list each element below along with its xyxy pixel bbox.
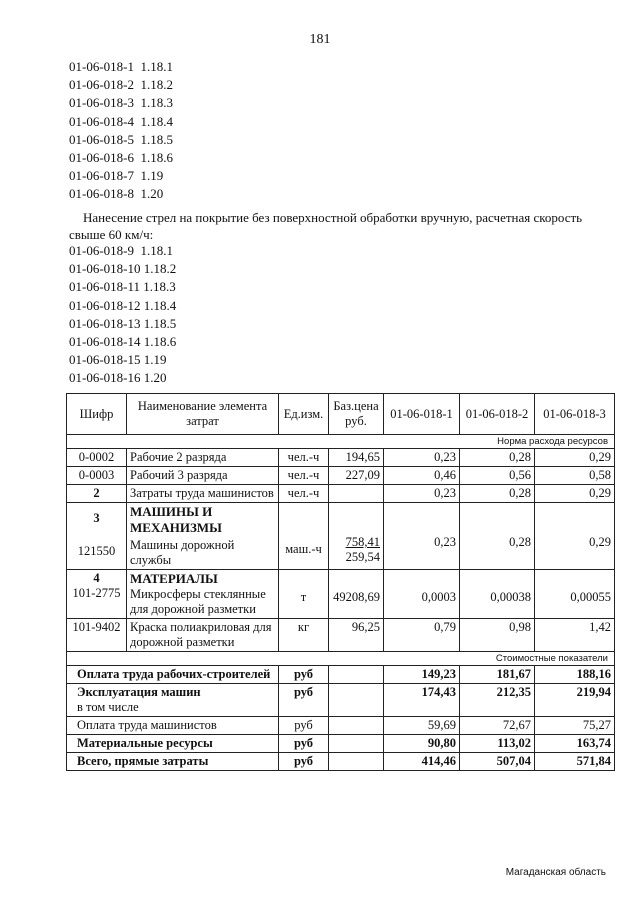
summary-v1: 174,43 [384, 684, 460, 717]
cell-code: 101-2775 [72, 586, 121, 600]
cell-v1: 0,79 [384, 619, 460, 652]
code-row: 01-06-018-16 1.20 [69, 370, 167, 386]
section-note [69, 209, 589, 243]
cell-v3: 0,29 [535, 449, 615, 467]
cell-name: Краска полиакриловая для дорожной разметки [127, 619, 279, 652]
section-title: МАТЕРИАЛЫ [130, 571, 218, 586]
cell-price: 227,09 [329, 467, 384, 485]
header-col3: 01-06-018-3 [535, 394, 615, 435]
code-row: 01-06-018-11 1.18.3 [69, 279, 176, 295]
summary-empty [329, 717, 384, 735]
cell-v1: 0,23 [384, 449, 460, 467]
cost-label-row [67, 652, 615, 666]
code-row: 01-06-018-6 1.18.6 [69, 150, 173, 166]
code-row: 01-06-018-8 1.20 [69, 186, 164, 202]
summary-unit: руб [279, 684, 329, 717]
header-price: Баз.цена руб. [329, 394, 384, 435]
summary-v3: 571,84 [535, 753, 615, 771]
cost-label: Стоимостные показатели [67, 652, 615, 666]
code-row: 01-06-018-12 1.18.4 [69, 297, 177, 313]
note-line-2: свыше 60 км/ч: [69, 227, 154, 242]
header-col2: 01-06-018-2 [460, 394, 535, 435]
summary-name: Материальные ресурсы [67, 735, 279, 753]
footer-region: Магаданская область [505, 867, 606, 878]
cell-code [67, 570, 127, 619]
section-row-machines [67, 503, 615, 570]
cell-v2: 0,28 [460, 449, 535, 467]
cell-v2: 0,56 [460, 467, 535, 485]
summary-v2: 212,35 [460, 684, 535, 717]
summary-row [67, 666, 615, 684]
summary-unit: руб [279, 717, 329, 735]
cell-price [329, 503, 384, 570]
summary-row [67, 735, 615, 753]
cell-v3: 0,58 [535, 467, 615, 485]
cell-v2: 0,00038 [460, 570, 535, 619]
summary-v2: 72,67 [460, 717, 535, 735]
cell-code: 0-0002 [67, 449, 127, 467]
page-number: 181 [309, 32, 331, 47]
cell-v3: 0,00055 [535, 570, 615, 619]
cell-v2: 0,98 [460, 619, 535, 652]
cell-price: 49208,69 [329, 570, 384, 619]
summary-v1: 414,46 [384, 753, 460, 771]
cell-name [127, 570, 279, 619]
code-row: 01-06-018-9 1.18.1 [69, 243, 173, 258]
code-row: 01-06-018-5 1.18.5 [69, 131, 173, 147]
table-row [67, 467, 615, 485]
cell-v1: 0,23 [384, 503, 460, 570]
table-row [67, 619, 615, 652]
price-secondary: 259,54 [345, 550, 380, 564]
code-row: 01-06-018-14 1.18.6 [69, 334, 177, 350]
section-row-materials [67, 570, 615, 619]
header-code: Шифр [67, 394, 127, 435]
summary-v2: 507,04 [460, 753, 535, 771]
summary-v2: 113,02 [460, 735, 535, 753]
code-row: 01-06-018-1 1.18.1 [69, 59, 173, 74]
cell-code: 121550 [77, 544, 116, 558]
summary-unit: руб [279, 735, 329, 753]
summary-row [67, 753, 615, 771]
cell-v3: 0,29 [535, 503, 615, 570]
summary-v3: 188,16 [535, 666, 615, 684]
summary-empty [329, 684, 384, 717]
cell-unit: чел.-ч [279, 467, 329, 485]
cell-price [329, 485, 384, 503]
summary-v1: 90,80 [384, 735, 460, 753]
cell-code [67, 503, 127, 570]
code-row: 01-06-018-3 1.18.3 [69, 95, 173, 111]
summary-v3: 163,74 [535, 735, 615, 753]
summary-subtitle: в том числе [77, 700, 139, 714]
cell-unit: чел.-ч [279, 449, 329, 467]
summary-empty [329, 735, 384, 753]
cell-unit: чел.-ч [279, 485, 329, 503]
cell-name: Машины дорожной службы [130, 538, 235, 567]
summary-name: Оплата труда рабочих-строителей [67, 666, 279, 684]
summary-v1: 59,69 [384, 717, 460, 735]
code-row: 01-06-018-4 1.18.4 [69, 113, 173, 129]
section-title: МАШИНЫ И МЕХАНИЗМЫ [130, 504, 222, 535]
cell-code: 2 [67, 485, 127, 503]
header-col1: 01-06-018-1 [384, 394, 460, 435]
code-list-1 [69, 58, 173, 204]
cell-v3: 1,42 [535, 619, 615, 652]
header-name: Наименование элемента затрат [127, 394, 279, 435]
cell-v1: 0,0003 [384, 570, 460, 619]
price-main: 758,41 [345, 535, 380, 549]
summary-v1: 149,23 [384, 666, 460, 684]
cell-name: Затраты труда машинистов [127, 485, 279, 503]
summary-unit: руб [279, 666, 329, 684]
summary-name: Оплата труда машинистов [67, 717, 279, 735]
norm-label: Норма расхода ресурсов [67, 435, 615, 449]
summary-row [67, 717, 615, 735]
code-row: 01-06-018-10 1.18.2 [69, 261, 177, 277]
cell-v1: 0,46 [384, 467, 460, 485]
resource-table [66, 393, 615, 771]
cell-v2: 0,28 [460, 485, 535, 503]
summary-name [67, 684, 279, 717]
summary-empty [329, 753, 384, 771]
cell-price: 96,25 [329, 619, 384, 652]
table-header-row [67, 394, 615, 435]
code-row: 01-06-018-13 1.18.5 [69, 315, 177, 331]
norm-label-row [67, 435, 615, 449]
cell-price: 194,65 [329, 449, 384, 467]
table-row [67, 485, 615, 503]
cell-v1: 0,23 [384, 485, 460, 503]
table-row [67, 449, 615, 467]
cell-unit: маш.-ч [279, 503, 329, 570]
summary-title: Эксплуатация машин [77, 685, 201, 699]
cell-code: 101-9402 [67, 619, 127, 652]
summary-empty [329, 666, 384, 684]
code-row: 01-06-018-7 1.19 [69, 168, 164, 184]
note-line-1: Нанесение стрел на покрытие без поверхностной обработки вручную, расчетная скорость [83, 210, 583, 225]
code-row: 01-06-018-15 1.19 [69, 352, 167, 368]
cell-unit: кг [279, 619, 329, 652]
header-unit: Ед.изм. [279, 394, 329, 435]
summary-row [67, 684, 615, 717]
cell-name: Рабочий 3 разряда [127, 467, 279, 485]
cell-name: Рабочие 2 разряда [127, 449, 279, 467]
cell-v3: 0,29 [535, 485, 615, 503]
section-code: 3 [93, 511, 100, 525]
cell-code: 0-0003 [67, 467, 127, 485]
cell-unit: т [279, 570, 329, 619]
code-list-2 [69, 242, 176, 388]
section-code: 4 [93, 571, 100, 585]
summary-name: Всего, прямые затраты [67, 753, 279, 771]
summary-v2: 181,67 [460, 666, 535, 684]
cell-name [127, 503, 279, 570]
summary-unit: руб [279, 753, 329, 771]
summary-v3: 219,94 [535, 684, 615, 717]
cell-v2: 0,28 [460, 503, 535, 570]
summary-v3: 75,27 [535, 717, 615, 735]
cell-name: Микросферы стеклянные для дорожной разметки [130, 587, 266, 616]
code-row: 01-06-018-2 1.18.2 [69, 77, 173, 93]
